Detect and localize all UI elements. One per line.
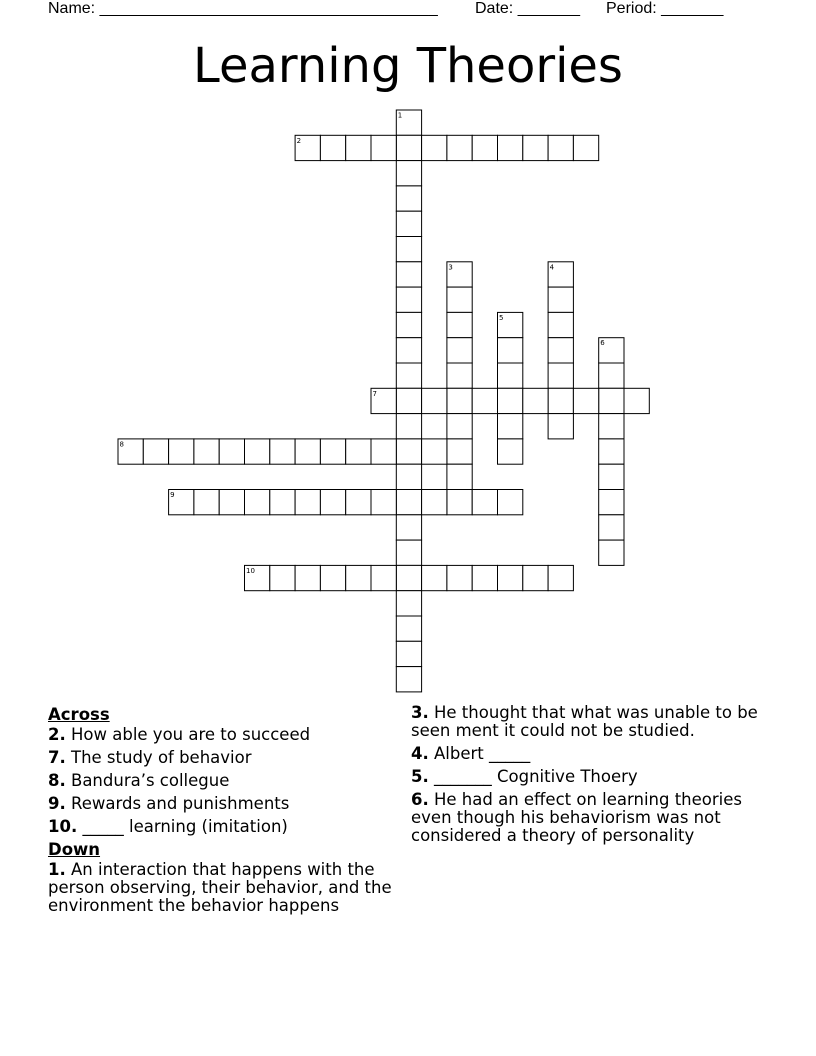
grid-cell[interactable] (472, 565, 497, 590)
grid-cell[interactable] (548, 388, 573, 413)
grid-cell[interactable] (447, 388, 472, 413)
grid-cell[interactable] (498, 565, 523, 590)
grid-cell[interactable] (270, 490, 295, 515)
grid-cell[interactable] (346, 490, 371, 515)
grid-cell[interactable] (548, 338, 573, 363)
grid-cell[interactable] (447, 363, 472, 388)
grid-cell[interactable] (599, 490, 624, 515)
grid-cell[interactable] (396, 641, 421, 666)
clue-number: 4. (411, 744, 429, 763)
grid-cell[interactable] (498, 388, 523, 413)
grid-cell[interactable] (396, 540, 421, 565)
across-clue (48, 795, 398, 813)
clue-number: 5. (411, 767, 429, 786)
grid-cell[interactable] (219, 439, 244, 464)
grid-cell[interactable] (396, 262, 421, 287)
grid-cell[interactable] (245, 439, 270, 464)
grid-cell[interactable] (422, 135, 447, 160)
clue-number: 6. (411, 790, 429, 809)
clue-number-label: 10 (246, 566, 255, 575)
grid-cell[interactable] (498, 363, 523, 388)
grid-cell[interactable] (599, 363, 624, 388)
grid-cell[interactable] (447, 490, 472, 515)
grid-cell[interactable] (320, 135, 345, 160)
clue-number: 9. (48, 794, 66, 813)
grid-cell[interactable] (396, 565, 421, 590)
grid-cell[interactable] (548, 414, 573, 439)
grid-cell[interactable] (599, 388, 624, 413)
grid-cell[interactable] (523, 135, 548, 160)
grid-cell[interactable] (548, 135, 573, 160)
across-clue (48, 818, 398, 836)
grid-cell[interactable] (346, 135, 371, 160)
clue-text: Rewards and punishments (71, 794, 290, 813)
grid-cell[interactable] (599, 414, 624, 439)
grid-cell[interactable] (472, 135, 497, 160)
grid-cell[interactable] (396, 414, 421, 439)
grid-cell[interactable] (447, 338, 472, 363)
grid-cell[interactable] (396, 287, 421, 312)
grid-cell[interactable] (320, 565, 345, 590)
clue-text: An interaction that happens with the person observing, their behavior, and the environment the behavior happens (48, 860, 392, 915)
grid-cell[interactable] (422, 439, 447, 464)
grid-cell[interactable] (447, 464, 472, 489)
grid-cell[interactable] (346, 439, 371, 464)
grid-cell[interactable] (624, 388, 649, 413)
grid-cell[interactable] (548, 287, 573, 312)
grid-cell[interactable] (396, 237, 421, 262)
clue-number-label: 9 (170, 491, 175, 499)
grid-cell[interactable] (396, 211, 421, 236)
grid-cell[interactable] (422, 388, 447, 413)
clue-number-label: 5 (499, 313, 504, 322)
down-clue (48, 861, 398, 915)
clue-number: 1. (48, 860, 66, 879)
down-clue (411, 745, 771, 763)
clue-number-label: 7 (372, 389, 377, 398)
across-clue (48, 749, 398, 767)
clue-number: 8. (48, 771, 66, 790)
grid-cell[interactable] (194, 490, 219, 515)
name-field-label: Name: ______________________________________ (48, 0, 438, 17)
grid-cell[interactable] (295, 439, 320, 464)
down-clue (411, 791, 771, 845)
across-clue (48, 772, 398, 790)
grid-cell[interactable] (320, 439, 345, 464)
grid-cell[interactable] (447, 414, 472, 439)
grid-cell[interactable] (320, 490, 345, 515)
clue-number: 3. (411, 703, 429, 722)
grid-cell[interactable] (599, 515, 624, 540)
grid-cell[interactable] (548, 363, 573, 388)
grid-cell[interactable] (270, 439, 295, 464)
clue-text: _____ learning (imitation) (82, 817, 288, 836)
clue-text: The study of behavior (71, 748, 252, 767)
clues-right-column (411, 702, 771, 850)
clue-number: 10. (48, 817, 78, 836)
clue-number: 7. (48, 748, 66, 767)
grid-cell[interactable] (498, 414, 523, 439)
grid-cell[interactable] (523, 388, 548, 413)
grid-cell[interactable] (548, 312, 573, 337)
grid-cell[interactable] (599, 439, 624, 464)
clue-number-label: 4 (549, 263, 555, 272)
down-clue (411, 704, 771, 740)
clue-text: Albert _____ (434, 744, 531, 763)
grid-cell[interactable] (573, 388, 598, 413)
clue-number-label: 8 (119, 440, 124, 449)
grid-cell[interactable] (396, 490, 421, 515)
grid-cell[interactable] (573, 135, 598, 160)
clue-number-label: 2 (296, 136, 302, 145)
across-clue (48, 726, 398, 744)
grid-cell[interactable] (498, 135, 523, 160)
grid-cell[interactable] (396, 338, 421, 363)
clue-number-label: 6 (600, 339, 605, 348)
grid-cell[interactable] (396, 312, 421, 337)
grid-cell[interactable] (396, 591, 421, 616)
grid-cell[interactable] (498, 338, 523, 363)
grid-cell[interactable] (599, 540, 624, 565)
grid-cell[interactable] (422, 565, 447, 590)
clue-text: _______ Cognitive Thoery (434, 767, 638, 786)
clue-text: How able you are to succeed (71, 725, 311, 744)
clue-number-label: 3 (448, 263, 453, 272)
clue-number-label: 1 (397, 111, 403, 120)
grid-cell[interactable] (447, 439, 472, 464)
grid-cell[interactable] (371, 565, 396, 590)
grid-cell[interactable] (169, 439, 194, 464)
clue-text: He thought that what was unable to be seen ment it could not be studied. (411, 703, 758, 740)
grid-cell[interactable] (396, 161, 421, 186)
date-field-label: Date: _______ (475, 0, 580, 17)
grid-cell[interactable] (371, 135, 396, 160)
grid-cell[interactable] (245, 490, 270, 515)
grid-cell[interactable] (194, 439, 219, 464)
grid-cell[interactable] (396, 135, 421, 160)
clues-left-column (48, 702, 398, 920)
clue-text: Bandura’s collegue (71, 771, 230, 790)
grid-cell[interactable] (346, 565, 371, 590)
grid-cell[interactable] (498, 490, 523, 515)
grid-cell[interactable] (396, 464, 421, 489)
grid-cell[interactable] (371, 439, 396, 464)
grid-cell[interactable] (447, 135, 472, 160)
grid-cell[interactable] (396, 616, 421, 641)
page-title: Learning Theories (193, 38, 623, 94)
grid-cell[interactable] (143, 439, 168, 464)
grid-cell[interactable] (295, 565, 320, 590)
clue-text: He had an effect on learning theories even though his behaviorism was not considered a theory of personality (411, 790, 743, 845)
grid-cell[interactable] (447, 312, 472, 337)
clue-number: 2. (48, 725, 66, 744)
grid-cell[interactable] (396, 439, 421, 464)
grid-cell[interactable] (295, 490, 320, 515)
grid-cell[interactable] (523, 565, 548, 590)
down-heading: Down (48, 840, 101, 859)
period-field-label: Period: _______ (606, 0, 724, 17)
across-heading: Across (48, 705, 110, 724)
grid-cell[interactable] (472, 388, 497, 413)
grid-cell[interactable] (396, 186, 421, 211)
grid-cell[interactable] (396, 388, 421, 413)
grid-cell[interactable] (548, 565, 573, 590)
grid-cell[interactable] (270, 565, 295, 590)
grid-cell[interactable] (422, 490, 447, 515)
grid-cell[interactable] (396, 363, 421, 388)
grid-cell[interactable] (447, 565, 472, 590)
grid-cell[interactable] (599, 464, 624, 489)
grid-cell[interactable] (396, 667, 421, 692)
grid-cell[interactable] (498, 439, 523, 464)
grid-cell[interactable] (219, 490, 244, 515)
grid-cell[interactable] (472, 490, 497, 515)
grid-cell[interactable] (396, 515, 421, 540)
down-clue (411, 768, 771, 786)
grid-cell[interactable] (371, 490, 396, 515)
grid-cell[interactable] (447, 287, 472, 312)
